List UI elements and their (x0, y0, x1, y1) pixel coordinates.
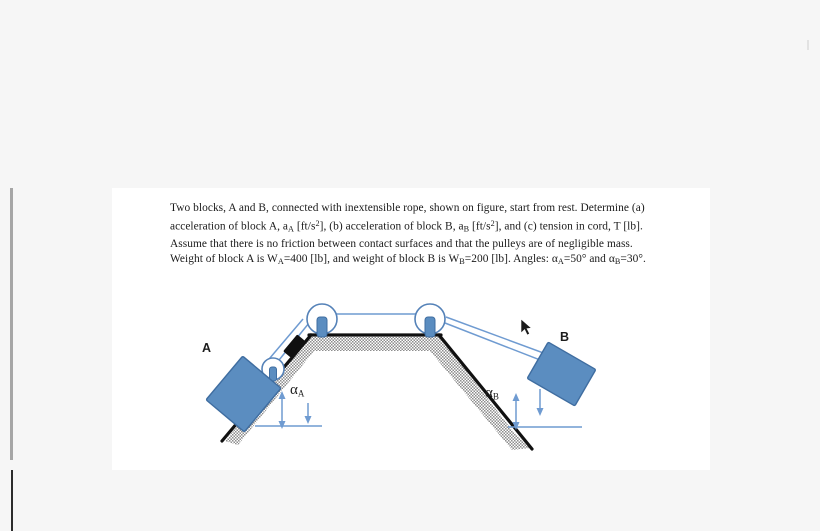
angle-b-label (485, 385, 499, 402)
angle-a-arrow-down (279, 421, 286, 429)
left-margin-rule (10, 188, 13, 460)
statement-line3-part2: =400 [lb], and weight of block B is W (283, 253, 460, 266)
mouse-pointer-icon (521, 319, 531, 335)
subscript-a-3: A (557, 256, 564, 266)
pulley-right-fixed (415, 304, 445, 337)
corner-tick-mark (807, 40, 809, 50)
subscript-a-1: A (288, 224, 294, 234)
subscript-b-2: B (459, 256, 465, 266)
statement-line3-part1: mass. Weight of block A is W (170, 237, 633, 266)
statement-line1-part6: ], and (c) tension in cord, T (494, 220, 621, 233)
subscript-b-1: B (463, 224, 470, 234)
subscript-a-2: A (277, 256, 284, 266)
left-margin-rule-lower (11, 470, 13, 531)
statement-line3-part3: =200 [lb]. Angles: α (464, 253, 558, 266)
angle-a-subscript: A (297, 388, 305, 399)
statement-line3-part4: =50° and (563, 253, 606, 266)
angle-b-arrow-up (513, 393, 520, 401)
pulley-left-fixed (307, 304, 337, 337)
statement-line4-part1: α (608, 253, 615, 266)
problem-statement (170, 201, 662, 269)
statement-line1-part3: [ft/s (293, 220, 316, 233)
statement-line4-part2: =30°. (620, 253, 646, 266)
statement-line2: [lb]. Assume that there is no friction between contact surfaces and that the pulleys are of negligible (170, 220, 643, 250)
angle-a-alpha: α (290, 382, 298, 398)
superscript-2-a: 2 (315, 219, 320, 229)
angle-b-subscript: B (492, 391, 499, 402)
document-panel (112, 188, 710, 470)
angle-b-alpha: α (485, 385, 493, 401)
angle-a-arrow2-head (305, 416, 312, 424)
superscript-2-b: 2 (490, 219, 495, 229)
angle-a-label (290, 382, 304, 399)
block-b (527, 342, 596, 406)
statement-line1-part2: (a) acceleration of block A, a (170, 202, 645, 233)
statement-line1-part4: ], (b) acceleration of block B, a (319, 220, 464, 233)
block-b-label: B (560, 330, 570, 344)
statement-line1-part1: Two blocks, A and B, connected with inextensible rope, shown on figure, start from rest. Determine (170, 202, 629, 214)
mechanics-figure (112, 293, 710, 453)
statement-line1-part5: [ft/s (469, 220, 491, 233)
angle-b-arrow2-head (537, 408, 544, 416)
block-a-label: A (202, 341, 212, 355)
subscript-b-3: B (614, 256, 621, 266)
